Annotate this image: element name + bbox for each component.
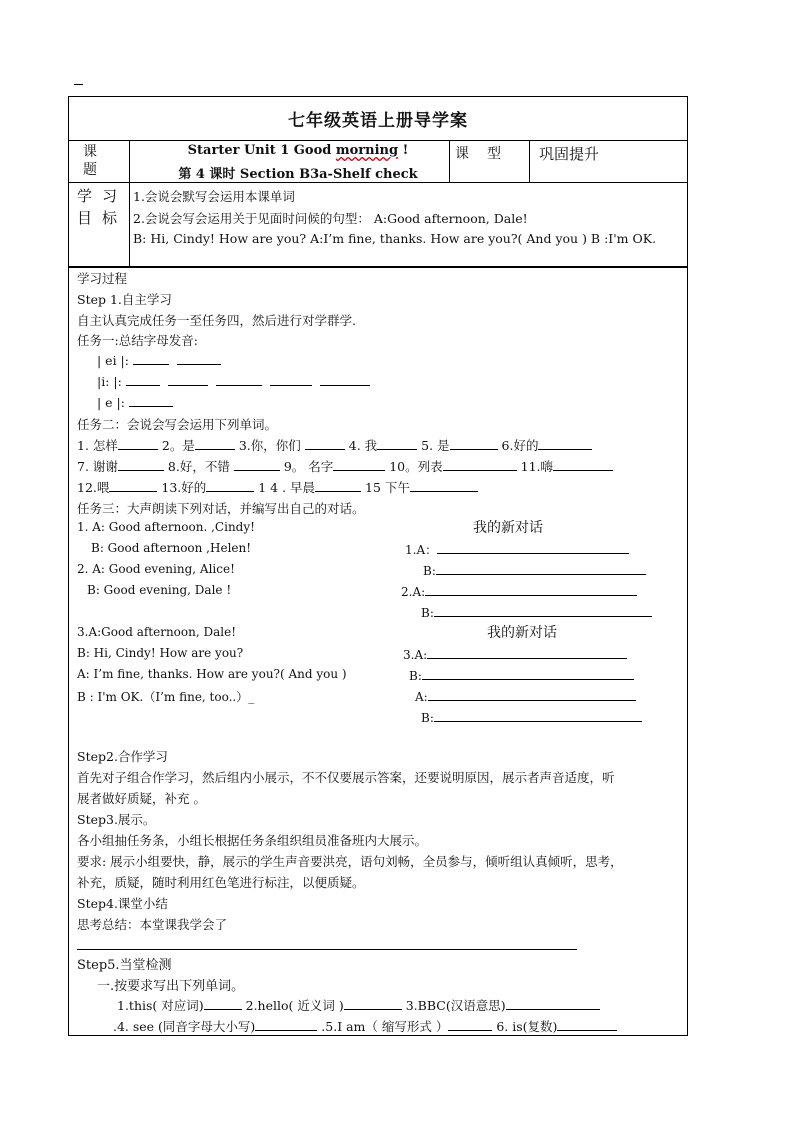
dialog2-line: B : I'm OK.（I’m fine, too..）_ [77, 690, 255, 704]
step1-intro: 自主认真完成任务一至任务四，然后进行对学群学. [77, 313, 356, 328]
dialog2-line: 3.A:Good afternoon, Dale! [77, 625, 237, 639]
step4-text: 思考总结：本堂课我学会了 [77, 917, 228, 932]
step5-question-row-1: 1.this( 对应词) 2.hello( 近义词 ) 3.BBC(汉语意思) [117, 996, 600, 1014]
subject-label: 课 题 [83, 144, 99, 178]
answer-blank[interactable] [177, 352, 221, 365]
task1-heading: 任务一:总结字母发音: [77, 333, 198, 348]
dialog1-line: B: Good evening, Dale ! [87, 583, 232, 597]
answer-blank[interactable] [320, 373, 370, 386]
type-value: 巩固提升 [539, 145, 600, 163]
goal-item-3: B: Hi, Cindy! How are you? A:I’m fine, thanks. How are you?( And you ) B :I'm OK. [133, 231, 657, 246]
step5-subheading: 一.按要求写出下列单词。 [97, 979, 245, 994]
answer-blank[interactable] [133, 352, 169, 365]
step3-heading: Step3.展示。 [77, 812, 156, 827]
vocab-row-2: 7. 谢谢 8.好，不错 9。 名字 10。列表 11.嗨 [77, 457, 613, 475]
dialog1-line: 1. A: Good afternoon. ,Cindy! [77, 520, 255, 534]
step5-heading: Step5.当堂检测 [77, 958, 172, 973]
goal-item-2: 2.会说会写会运用关于见面时问候的句型： A:Good afternoon, Dale! [133, 211, 528, 226]
my-new-dialog-heading: 我的新对话 [473, 520, 543, 536]
step3-text: 要求: 展示小组要快，静，展示的学生声音要洪亮，语句刘畅，全员参与，倾听组认真倾听，思考， [77, 854, 623, 869]
worksheet-table [68, 96, 688, 1036]
vocab-row-1: 1. 怎样 2。是 3.你，你们 4. 我 5. 是 6.好的 [77, 436, 592, 454]
new-dialog-line: A: [415, 688, 636, 704]
dialog1-line: B: Good afternoon ,Helen! [91, 541, 252, 555]
process-heading: 学习过程 [77, 271, 128, 286]
dialog2-line: B: Hi, Cindy! How are you? [77, 646, 244, 660]
step2-text: 展者做好质疑，补充 。 [77, 791, 206, 806]
answer-blank[interactable] [168, 373, 208, 386]
step4-heading: Step4.课堂小结 [77, 896, 168, 911]
lesson-title-line1: Starter Unit 1 Good morning ! [187, 143, 409, 158]
new-dialog-line: B: [421, 604, 652, 620]
vocab-row-3: 12.喂 13.好的 1 4 . 早晨 15 下午 [77, 478, 478, 496]
my-new-dialog-heading-2: 我的新对话 [487, 625, 557, 641]
subject-row [69, 141, 687, 183]
step3-text: 各小组抽任务条，小组长根据任务条组织组员准备班内大展示。 [77, 833, 428, 848]
step2-heading: Step2.合作学习 [77, 749, 168, 764]
answer-blank[interactable] [129, 394, 173, 407]
task3-heading: 任务三：大声朗读下列对话，并编写出自己的对话。 [77, 501, 365, 516]
sound-ei-line: | ei |: [97, 352, 221, 368]
dialog2-line: A: I’m fine, thanks. How are you?( And you ) [77, 667, 347, 681]
divider [69, 267, 687, 268]
sound-i-line: |i: |: [97, 373, 370, 389]
summary-answer-line[interactable] [77, 949, 577, 950]
new-dialog-line: 1.A： [405, 541, 629, 558]
new-dialog-line: 3.A: [403, 646, 627, 662]
title-row [69, 97, 687, 141]
sound-e-line: | e |: [97, 394, 173, 410]
answer-blank[interactable] [270, 373, 312, 386]
step1-heading: Step 1.自主学习 [77, 292, 172, 307]
type-label: 课 型 [455, 146, 503, 162]
new-dialog-line: B: [409, 667, 634, 683]
step2-text: 首先对子组合作学习，然后组内小展示，不不仅要展示答案，还要说明原因，展示者声音适度，听 [77, 770, 615, 785]
dialog1-line: 2. A: Good evening, Alice! [77, 562, 235, 576]
goal-item-1: 1.会说会默写会运用本课单词 [133, 189, 295, 204]
answer-blank[interactable] [216, 373, 262, 386]
step3-text: 补充，质疑，随时利用红色笔进行标注，以便质疑。 [77, 875, 365, 890]
task2-heading: 任务二：会说会写会运用下列单词。 [77, 417, 278, 432]
new-dialog-line: B: [423, 562, 646, 578]
new-dialog-line: 2.A: [401, 583, 637, 599]
goals-label: 学习 目标 [77, 187, 128, 227]
goals-row [69, 183, 687, 267]
new-dialog-line: B: [421, 709, 642, 725]
page-title: 七年级英语上册导学案 [288, 111, 468, 131]
divider [449, 141, 450, 182]
lesson-title-line2: 第 4 课时 Section B3a-Shelf check [178, 167, 418, 182]
divider [129, 183, 130, 266]
divider [529, 141, 530, 182]
divider [129, 141, 130, 182]
step5-question-row-2: .4. see (同音字母大小写) .5.I am（ 缩写形式 ） 6. is(复数) [113, 1017, 617, 1035]
answer-blank[interactable] [126, 373, 160, 386]
top-dash-mark [74, 84, 83, 85]
